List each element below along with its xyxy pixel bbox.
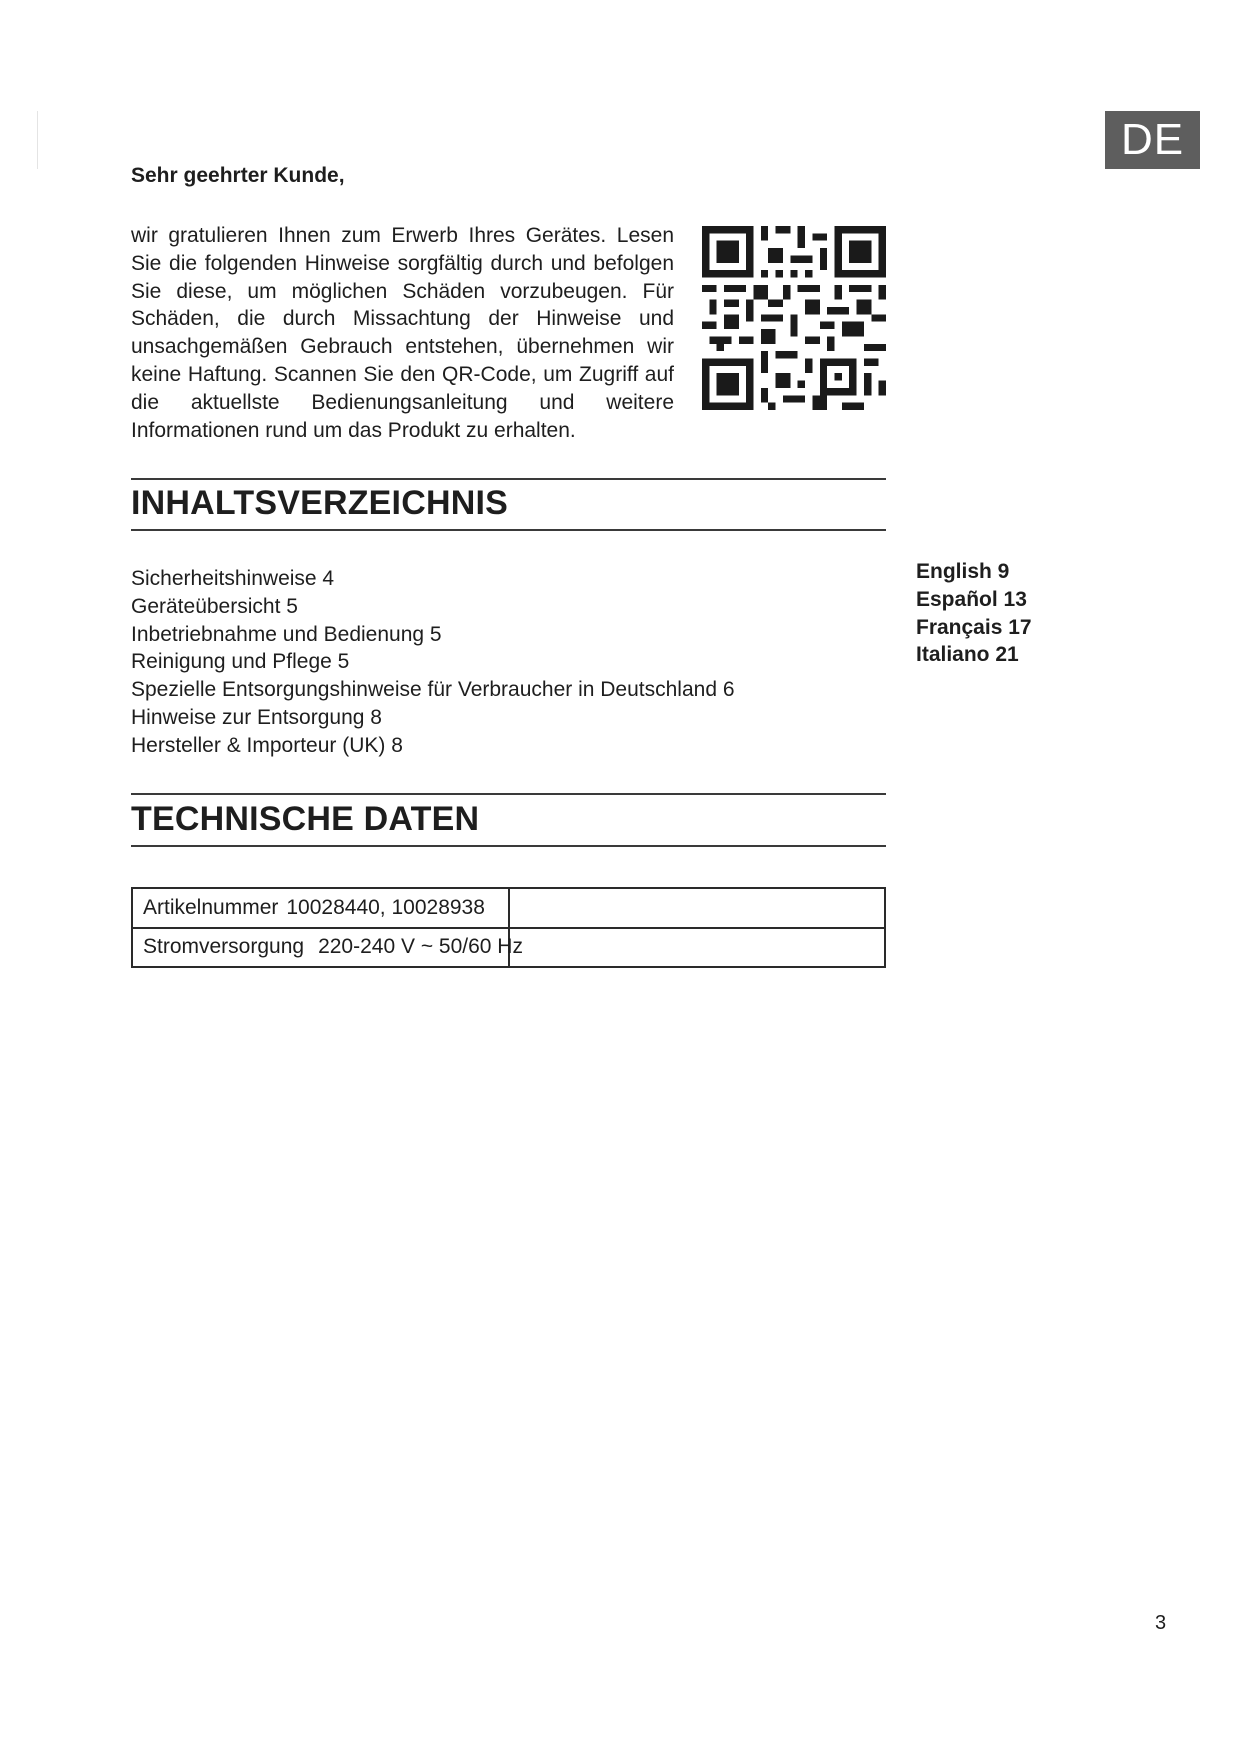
tech-rule-bottom: [131, 845, 886, 847]
language-index: [916, 558, 1032, 669]
greeting: Sehr geehrter Kunde,: [131, 164, 345, 187]
language-link-italian[interactable]: Italiano 21: [916, 643, 1019, 667]
spec-label-power-supply: Stromversorgung: [143, 935, 305, 958]
intro-paragraph: wir gratulieren Ihnen zum Erwerb Ihres Gerätes. Lesen Sie die folgenden Hinweise sorgfältig durch und befolgen Sie diese, um möglichen Schäden vorzubeugen. Für Schäden, die durch Missachtung der Hinweise und unsachgemäßen Gebrauch entstehen, übernehmen wir keine Haftung. Scannen Sie den QR-Code, um Zugriff auf die aktuellste Bedienungsanleitung und weitere Informationen rund um das Produkt zu erhalten.: [131, 224, 674, 442]
toc-item-manufacturer[interactable]: Hersteller & Importeur (UK) 8: [131, 733, 403, 757]
table-of-contents: [131, 565, 735, 760]
tech-rule-top: [131, 793, 886, 795]
toc-item-disposal-germany[interactable]: Spezielle Entsorgungshinweise für Verbraucher in Deutschland 6: [131, 678, 735, 702]
spec-label-article-number: Artikelnummer: [143, 896, 279, 919]
technical-data-table: [131, 887, 886, 968]
margin-marker: [37, 111, 38, 169]
table-row: [143, 928, 523, 966]
table-row: [143, 889, 485, 927]
toc-item-safety[interactable]: Sicherheitshinweise 4: [131, 567, 335, 590]
page-number: 3: [1155, 1612, 1167, 1634]
qr-code-icon[interactable]: [702, 226, 886, 410]
tech-title: TECHNISCHE DATEN: [131, 800, 480, 838]
spec-value-article-number: 10028440, 10028938: [286, 896, 485, 919]
toc-item-disposal[interactable]: Hinweise zur Entsorgung 8: [131, 705, 382, 729]
toc-item-cleaning[interactable]: Reinigung und Pflege 5: [131, 650, 350, 674]
language-link-spanish[interactable]: Español 13: [916, 587, 1027, 611]
spec-value-power-supply: 220-240 V ~ 50/60 Hz: [318, 935, 523, 958]
toc-rule-bottom: [131, 529, 886, 531]
toc-item-overview[interactable]: Geräteübersicht 5: [131, 594, 298, 618]
language-link-english[interactable]: English 9: [916, 560, 1010, 583]
language-badge: DE: [1105, 111, 1200, 169]
toc-rule-top: [131, 478, 886, 480]
language-link-french[interactable]: Français 17: [916, 615, 1032, 639]
toc-item-operation[interactable]: Inbetriebnahme und Bedienung 5: [131, 622, 442, 646]
toc-title: INHALTSVERZEICHNIS: [131, 484, 508, 522]
